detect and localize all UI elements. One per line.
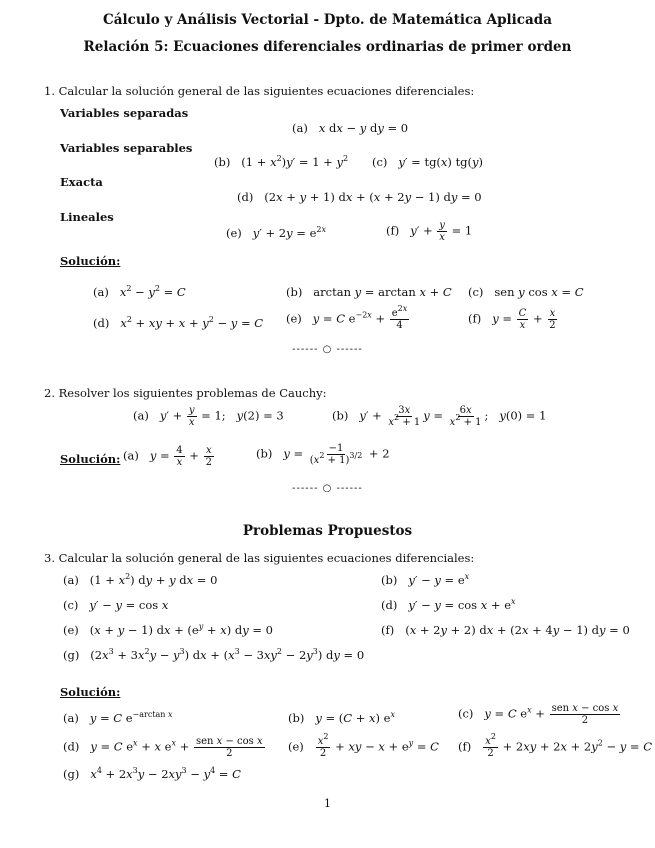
solution-3-label: Solución: [60, 685, 121, 699]
solution-3d: (d) y = C $e^x + x$ $e^x$ + $\frac{\text{sen x − cos x}}{2}$ [63, 736, 263, 759]
equation-3f: (f) (x + 2y + 2) dx + (2x + 4y − 1) dy = 0 [381, 623, 630, 637]
equation-1c: (c) y′ = tg(x) tg(y) [372, 155, 484, 169]
separator-1: ------ ○ ------ [292, 344, 363, 355]
equation-1b: (b) $(1 + x^2)y' = 1 + y^2$ [214, 154, 349, 169]
problem-1-statement: 1. Calcular la solución general de las siguientes ecuaciones diferenciales: [44, 84, 475, 98]
problem-3-statement: 3. Calcular la solución general de las siguientes ecuaciones diferenciales: [44, 551, 475, 565]
solution-2-label: Solución: [60, 452, 121, 466]
solution-3c: (c) y = C $e^x$ + $\frac{\text{sen x − cos x}}{2}$ [458, 703, 619, 726]
solution-1c: (c) sen y cos x = C [468, 285, 584, 299]
section-exacta: Exacta [60, 175, 103, 189]
equation-1d: (d) (2x + y + 1) dx + (x + 2y − 1) dy = 0 [237, 190, 482, 204]
separator-2: ------ ○ ------ [292, 483, 363, 494]
section-variables-separables: Variables separables [60, 141, 193, 155]
solution-1e: (e) y = C $e^{-2x}$ + $\frac{e^{2x}}{4}$ [286, 304, 408, 331]
proposed-problems-title: Problemas Propuestos [242, 523, 413, 539]
solution-1d: (d) $x^2$ + xy + $x + y^2 - y = C$ [93, 315, 264, 330]
solution-1b: (b) arctan y = arctan x + C [286, 285, 452, 299]
equation-2a: (a) y′ + $\frac{y}{x}$ = 1; y(2) = 3 [133, 405, 284, 428]
solution-3g: (g) $x^4 + 2x^3y - 2xy^3 - y^4 = C$ [63, 766, 241, 781]
solution-3e: (e) $\frac{x^2}{2}$ + xy − $x + e^y = C$ [288, 732, 439, 759]
section-variables-separadas: Variables separadas [60, 106, 189, 120]
solution-3f: (f) $\frac{x^2}{2}$ + $2xy + 2x + 2y^2 - y = C$ [458, 732, 653, 759]
document-subtitle: Relación 5: Ecuaciones diferenciales ordinarias de primer orden [83, 39, 572, 55]
problem-2-statement: 2. Resolver los siguientes problemas de Cauchy: [44, 386, 327, 400]
equation-3c: (c) y′ − y = cos x [63, 598, 169, 612]
section-lineales: Lineales [60, 210, 114, 224]
equation-3a: (a) $(1 + x^2)$ dy + y dx = 0 [63, 572, 218, 587]
equation-3g: (g) $(2x^3 + 3x^2y - y^3)$ dx + $(x^3 - 3xy^2 - 2y^3)$ dy = 0 [63, 647, 365, 662]
equation-1f: (f) y′ + $\frac{y}{x}$ = 1 [386, 220, 473, 243]
equation-1e: (e) $y' + 2y = e^{2x}$ [226, 225, 326, 240]
solution-2b: (b) y = $\frac{-1}{(x^2 + 1)^{3/2}}$ + 2 [256, 443, 390, 466]
equation-1a: (a) x dx − y dy = 0 [292, 121, 409, 135]
equation-3d: (d) $y' - y = \cos x + e^x$ [381, 597, 516, 612]
equation-3b: (b) $y' - y = e^x$ [381, 572, 470, 587]
document-title: Cálculo y Análisis Vectorial - Dpto. de Matemática Aplicada [103, 12, 552, 28]
equation-2b: (b) y′ + $\frac{3x}{x^2 + 1}$ y = $\frac{6x}{x^2 + 1}$ ; y(0) = 1 [332, 405, 547, 428]
solution-3b: (b) y = (C + x) $e^x$ [288, 710, 395, 725]
equation-3e: (e) (x + y − 1) dx + $(e^y + x)$ dy = 0 [63, 622, 273, 637]
solution-1-label: Solución: [60, 254, 121, 268]
solution-2a: (a) y = $\frac{4}{x}$ + $\frac{x}{2}$ [123, 445, 212, 468]
solution-1f: (f) y = $\frac{C}{x}$ + $\frac{x}{2}$ [468, 308, 556, 331]
solution-3a: (a) y = C $e^{-arctan x}$ [63, 710, 173, 725]
page-number: 1 [324, 797, 331, 810]
solution-1a: (a) $x^2 - y^2 = C$ [93, 284, 186, 299]
